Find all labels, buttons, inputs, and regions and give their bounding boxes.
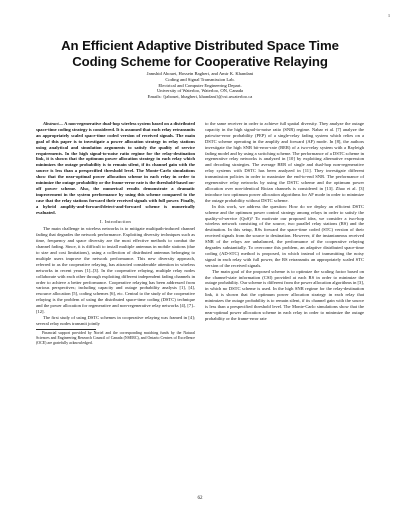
footnote: Financial support provided by Nortel and the corresponding matching funds by the Natural Sciences and Engineering Research Council of Canada (NSERC), and Ontario Centres of Excellence (OCE) are gratefully acknowledged. <box>36 331 195 345</box>
right-paragraph-1: to the same receiver in order to achieve full spatial diversity. They analyze the outage capacity in the high signal-to-noise ratio (SNR) regime. Nabar et al. [7] analyze the pairwise-error probability (PEP) of a single-relay fading system which relies on a DSTC scheme operating in the amplify and forward (AF) mode. In [8], the authors investigate the high SNR bit-error-rate (BER) of a two-relay system with a Rayleigh fading model and by using a switching scheme. The performance of a DSTC scheme in regenerative relay networks is analyzed in [10] by exploiting alternative expression and decoding strategies. The average BER of single and dual-hop non-regenerative relay systems with DSTC has been analyzed in [11]. They investigate different transmission policies in order to maximize the end-to-end SNR. The performance of regenerative relay networks by using the DSTC scheme and the optimum power allocation over non-identical Rician channels is considered in [13]. Zhao et al. [3] introduce two optimum power allocation algorithms for AF mode in order to minimize the outage probability without DSTC scheme. <box>205 121 364 203</box>
intro-paragraph-2: The first study of using DSTC schemes in cooperative relaying was framed in [4]; several relay nodes transmit jointly <box>36 315 195 326</box>
abstract-text: — A non-regenerative dual-hop wireless system based on a distributed space-time coding strategy is considered. It is assumed that each relay retransmits an appropriately scaled space-time coded version of received signals. The main goal of this paper is to investigate a power allocation strategy in relay stations using analytical and simulation arguments to satisfy the quality of service requirements. In the high signal-to-noise ratio regime for the relay-destination link, it is shown that the optimum power allocation strategy in each relay which minimizes the outage probability is to remain silent, if its channel gain with the source is less than a prespecified threshold level. The Monte-Carlo simulations show that the near-optimal power allocation scheme in each relay in order to minimize the outage probability or the frame-error rate is the threshold-based on-off power scheme. Also, the numerical results demonstrate a dramatic improvement in the system performance by using this scheme compared to the case that the relay stations forward their received signals with full power. Finally, a hybrid amplify-and-forward/detect-and-forward scheme is numerically evaluated. <box>36 121 195 215</box>
right-column <box>205 121 364 322</box>
title-line-1: An Efficient Adaptive Distributed Space Time <box>61 38 339 53</box>
abstract-lead: Abstract <box>43 121 59 126</box>
abstract <box>36 121 195 216</box>
author-names: Jamshid Abouei, Hossein Bagheri, and Amir K. Khandani <box>146 71 254 76</box>
intro-paragraph-1: The main challenge in wireless networks is to mitigate multipath-induced channel fading that degrades the network performance. Exploiting diversity techniques such as time, frequency and space diversity are the most effective methods to combat the channel fading. Since, it is difficult to install multiple antennas in mobile stations (due to size and cost limitations), using a collection of distributed antennas belonging to multiple users improve the network performance. This new diversity approach, referred to as the cooperative relaying, has attracted considerable attention in wireless networks in recent years [1]–[3]. In the cooperative relaying, multiple relay nodes collaborate with each other through exploiting different independent fading channels in order to achieve a better performance. Cooperative relaying has been addressed from various perspectives; including capacity and outage probability analysis [1], [4], resource allocation [5], coding schemes [6], etc. Central to the study of the cooperative relaying is the problem of using the distributed space-time coding (DSTC) technique and the power allocation for regenerative and non-regenerative relay networks [4], [7]–[12]. <box>36 226 195 315</box>
affiliation-university: University of Waterloo, Waterloo, ON, Canada <box>156 88 244 94</box>
paper-title <box>0 38 400 69</box>
footnote-rule <box>36 329 96 330</box>
author-block <box>0 71 400 100</box>
affiliation-department: Electrical and Computer Engineering Depart. <box>158 82 242 88</box>
page-number: 62 <box>197 496 203 501</box>
title-line-2: Coding Scheme for Cooperative Relaying <box>72 53 328 69</box>
header-page-mark: 1 <box>388 13 390 18</box>
affiliation-lab: Coding and Signal Transmission Lab. <box>165 76 235 82</box>
section-heading-introduction: I. Introduction <box>99 218 132 224</box>
right-paragraph-3: The main goal of the proposed scheme is to optimize the scaling factor based on the channel-state information (CSI) provided at each RS in order to minimize the outage probability. Our scheme is different from the power allocation algorithms in [3], in which no DSTC scheme is used. In the high SNR regime for the relay-destination link, it is shown that the optimum power allocation strategy in each relay that minimizes the outage probability is to remain silent, if its channel gain with the source is less than a prespecified threshold level. The Monte-Carlo simulations show that the near-optimal power allocation scheme in each relay in order to minimize the outage probability or the frame-error rate <box>205 268 364 321</box>
right-paragraph-2: In this work, we address the question: How do we deploy an efficient DSTC scheme and the optimum power control strategy among relays in order to satisfy the quality-of-service (QoS)? To motivate our proposed idea, we consider a two-hop wireless network consisting of the source, two parallel relay stations (RS) and the destination. In this setup, RSs forward the space-time coded (STC) version of their received signals from the source to destination. However, if the instantaneous received SNR of the relays are unbalanced, the performance of the cooperative relaying degrades substantially. To overcome this problem, an adaptive distributed space-time coding (AD-STC) method is proposed, in which instead of transmitting the noisy signal in each relay with full power, the RS retransmits an appropriately scaled STC version of the received signals. <box>205 203 364 268</box>
left-column <box>36 121 195 346</box>
author-emails: Emails: {jabouei, hbagheri, khandani}@cst.uwaterloo.ca <box>147 94 253 100</box>
